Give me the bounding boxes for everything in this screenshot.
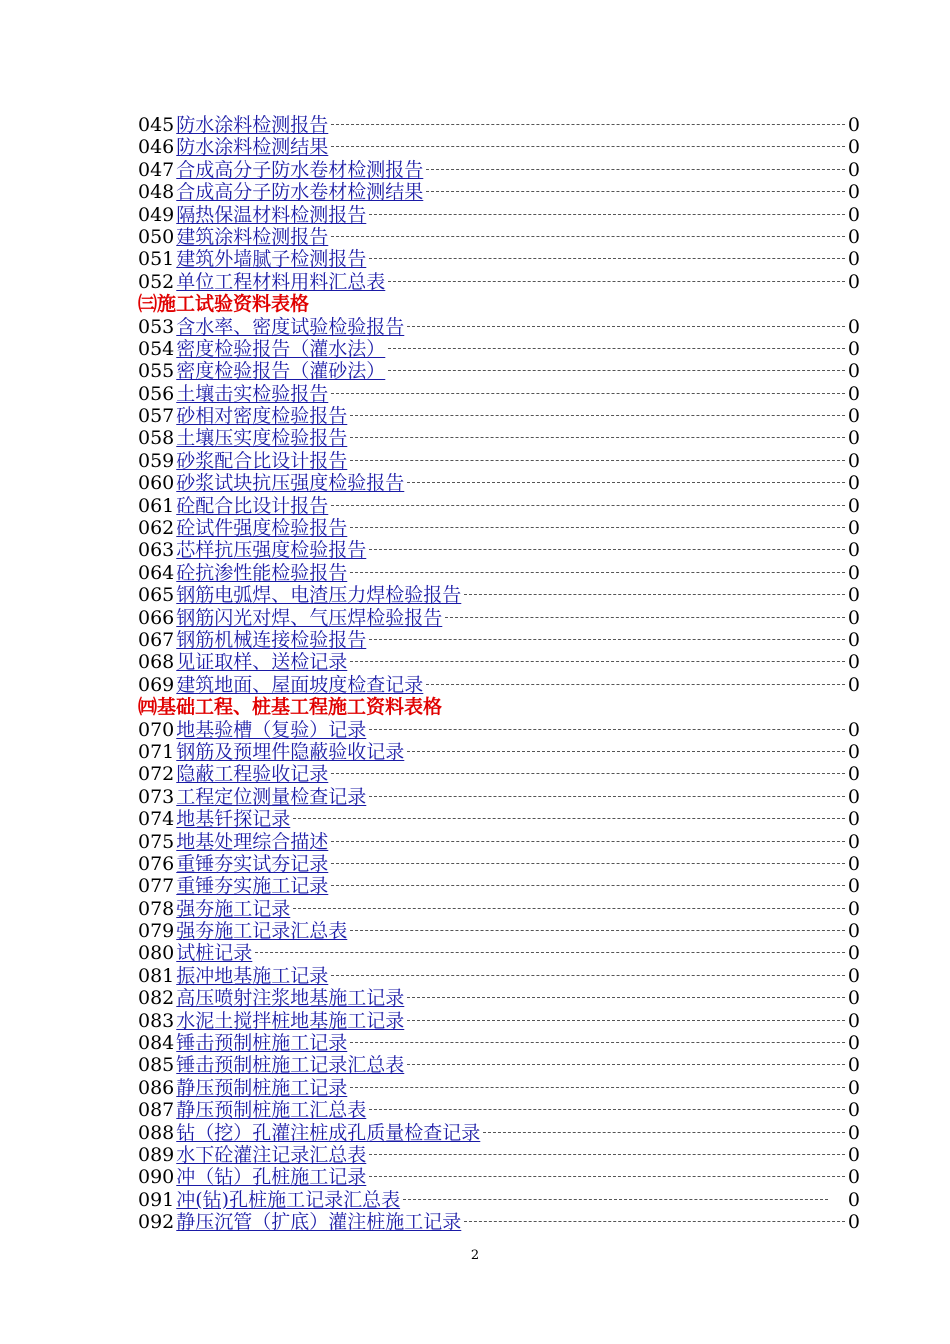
page-number: 2 — [470, 1248, 480, 1263]
toc-entry — [138, 1077, 860, 1099]
toc-entry — [138, 226, 860, 248]
toc-entry-link[interactable]: 冲(钻)孔桩施工记录汇总表 — [176, 1188, 401, 1211]
toc-entry-number: 075 — [138, 830, 175, 853]
toc-entry — [138, 987, 860, 1009]
toc-entry-link[interactable]: 重锤夯实施工记录 — [176, 875, 329, 898]
toc-entry-page: 0 — [847, 382, 860, 405]
toc-entry-number: 085 — [138, 1054, 175, 1077]
toc-entry-number: 056 — [138, 382, 175, 405]
toc-entry — [138, 719, 860, 741]
toc-entry-number: 049 — [138, 203, 175, 226]
dot-leader — [403, 1199, 828, 1200]
toc-entry-page: 0 — [847, 852, 860, 875]
dot-leader — [369, 258, 845, 259]
toc-entry-link[interactable]: 水泥土搅拌桩地基施工记录 — [176, 1009, 405, 1032]
toc-entry-page: 0 — [847, 987, 860, 1010]
toc-entry-link[interactable]: 含水率、密度试验检验报告 — [176, 315, 405, 338]
toc-entry-page: 0 — [847, 1188, 860, 1211]
dot-leader — [293, 908, 845, 909]
dot-leader — [255, 952, 845, 953]
toc-entry-page: 0 — [847, 225, 860, 248]
dot-leader — [407, 751, 845, 752]
toc-entry — [138, 1144, 860, 1166]
toc-entry — [138, 136, 860, 158]
toc-entry — [138, 1032, 860, 1054]
toc-entry — [138, 405, 860, 427]
toc-entry-link[interactable]: 地基钎探记录 — [176, 808, 291, 831]
toc-entry-page: 0 — [847, 830, 860, 853]
dot-leader — [331, 885, 845, 886]
toc-entry-number: 089 — [138, 1143, 175, 1166]
toc-entry-link[interactable]: 钢筋及预埋件隐蔽验收记录 — [176, 740, 405, 763]
section-heading: ㈢施工试验资料表格 — [138, 293, 310, 316]
toc-entry-link[interactable]: 建筑地面、屋面坡度检查记录 — [176, 673, 424, 696]
toc-entry — [138, 450, 860, 472]
toc-entry-page: 0 — [847, 517, 860, 540]
dot-leader — [407, 1020, 845, 1021]
dot-leader — [369, 729, 845, 730]
toc-entry-number: 086 — [138, 1076, 175, 1099]
toc-entry-number: 088 — [138, 1121, 175, 1144]
toc-entry-number: 063 — [138, 539, 175, 562]
toc-entry — [138, 831, 860, 853]
toc-entry-link[interactable]: 见证取样、送检记录 — [176, 651, 348, 674]
toc-entry-number: 079 — [138, 920, 175, 943]
toc-entry-number: 083 — [138, 1009, 175, 1032]
toc-entry-link[interactable]: 钻（挖）孔灌注桩成孔质量检查记录 — [176, 1121, 481, 1144]
toc-entry-page: 0 — [847, 539, 860, 562]
toc-entry-link[interactable]: 地基验槽（复验）记录 — [176, 718, 367, 741]
toc-entry — [138, 629, 860, 651]
table-of-contents — [138, 114, 860, 1234]
toc-entry-link[interactable]: 静压预制桩施工记录 — [176, 1076, 348, 1099]
toc-entry-number: 080 — [138, 942, 175, 965]
dot-leader — [426, 684, 845, 685]
dot-leader — [483, 1132, 845, 1133]
toc-entry — [138, 651, 860, 673]
dot-leader — [331, 863, 845, 864]
toc-entry — [138, 495, 860, 517]
toc-entry-number: 045 — [138, 114, 175, 136]
toc-entry — [138, 517, 860, 539]
toc-entry-number: 064 — [138, 561, 175, 584]
dot-leader — [407, 997, 845, 998]
dot-leader — [331, 975, 845, 976]
toc-entry-link[interactable]: 强夯施工记录汇总表 — [176, 920, 348, 943]
toc-entry-page: 0 — [847, 1211, 860, 1234]
toc-entry — [138, 204, 860, 226]
toc-entry — [138, 763, 860, 785]
dot-leader — [407, 482, 845, 483]
toc-entry-link[interactable]: 强夯施工记录 — [176, 897, 291, 920]
dot-leader — [293, 818, 845, 819]
toc-entry-link[interactable]: 密度检验报告（灌砂法） — [176, 360, 386, 383]
toc-entry-page: 0 — [847, 606, 860, 629]
toc-entry-number: 076 — [138, 852, 175, 875]
toc-entry-number: 084 — [138, 1032, 175, 1055]
toc-entry-link[interactable]: 钢筋电弧焊、电渣压力焊检验报告 — [176, 584, 462, 607]
toc-entry-page: 0 — [847, 337, 860, 360]
toc-entry — [138, 248, 860, 270]
dot-leader — [445, 617, 845, 618]
toc-entry-page: 0 — [847, 740, 860, 763]
toc-entry-number: 071 — [138, 740, 175, 763]
toc-entry-link[interactable]: 砼试件强度检验报告 — [176, 517, 348, 540]
toc-entry — [138, 607, 860, 629]
toc-entry-link[interactable]: 振冲地基施工记录 — [176, 964, 329, 987]
toc-entry-page: 0 — [847, 964, 860, 987]
toc-entry-number: 074 — [138, 808, 175, 831]
toc-entry-page: 0 — [847, 1009, 860, 1032]
toc-entry-page: 0 — [847, 203, 860, 226]
dot-leader — [350, 460, 845, 461]
toc-entry-link[interactable]: 防水涂料检测报告 — [176, 114, 329, 136]
toc-entry — [138, 562, 860, 584]
toc-entry — [138, 316, 860, 338]
toc-entry — [138, 360, 860, 382]
toc-entry — [138, 584, 860, 606]
toc-entry-page: 0 — [847, 136, 860, 159]
toc-entry-number: 087 — [138, 1099, 175, 1122]
toc-entry-number: 055 — [138, 360, 175, 383]
toc-entry-number: 091 — [138, 1188, 175, 1211]
toc-entry-number: 059 — [138, 449, 175, 472]
toc-entry — [138, 271, 860, 293]
toc-entry-page: 0 — [847, 114, 860, 136]
toc-entry-link[interactable]: 合成高分子防水卷材检测结果 — [176, 181, 424, 204]
toc-entry-link[interactable]: 隔热保温材料检测报告 — [176, 203, 367, 226]
toc-entry-number: 058 — [138, 427, 175, 450]
toc-entry-link[interactable]: 隐蔽工程验收记录 — [176, 763, 329, 786]
dot-leader — [331, 124, 845, 125]
toc-entry-link[interactable]: 水下砼灌注记录汇总表 — [176, 1143, 367, 1166]
toc-entry-page: 0 — [847, 360, 860, 383]
toc-entry-page: 0 — [847, 1099, 860, 1122]
toc-entry-link[interactable]: 土壤压实度检验报告 — [176, 427, 348, 450]
dot-leader — [426, 169, 845, 170]
dot-leader — [369, 796, 845, 797]
dot-leader — [350, 661, 845, 662]
toc-entry-number: 062 — [138, 517, 175, 540]
toc-entry — [138, 114, 860, 136]
toc-entry-page: 0 — [847, 785, 860, 808]
toc-entry-page: 0 — [847, 763, 860, 786]
dot-leader — [407, 1064, 845, 1065]
toc-entry-link[interactable]: 钢筋闪光对焊、气压焊检验报告 — [176, 606, 443, 629]
toc-entry-number: 060 — [138, 472, 175, 495]
toc-entry — [138, 1010, 860, 1032]
toc-entry — [138, 741, 860, 763]
toc-entry-link[interactable]: 冲（钻）孔桩施工记录 — [176, 1166, 367, 1189]
toc-entry-number: 061 — [138, 494, 175, 517]
toc-entry — [138, 1054, 860, 1076]
toc-entry-page: 0 — [847, 718, 860, 741]
toc-entry-page: 0 — [847, 449, 860, 472]
toc-entry-number: 077 — [138, 875, 175, 898]
toc-entry-number: 070 — [138, 718, 175, 741]
toc-entry-number: 066 — [138, 606, 175, 629]
toc-entry — [138, 383, 860, 405]
toc-entry-number: 048 — [138, 181, 175, 204]
dot-leader — [369, 1154, 845, 1155]
dot-leader — [350, 1087, 845, 1088]
toc-entry-link[interactable]: 防水涂料检测结果 — [176, 136, 329, 159]
toc-entry-link[interactable]: 锤击预制桩施工记录 — [176, 1032, 348, 1055]
dot-leader — [331, 841, 845, 842]
toc-entry-link[interactable]: 钢筋机械连接检验报告 — [176, 628, 367, 651]
dot-leader — [369, 639, 845, 640]
toc-entry-link[interactable]: 建筑外墙腻子检测报告 — [176, 248, 367, 271]
toc-entry-link[interactable]: 砂浆配合比设计报告 — [176, 449, 348, 472]
toc-entry-link[interactable]: 芯样抗压强度检验报告 — [176, 539, 367, 562]
toc-entry-number: 052 — [138, 270, 175, 293]
toc-entry-page: 0 — [847, 270, 860, 293]
toc-entry — [138, 427, 860, 449]
toc-entry — [138, 1189, 860, 1211]
toc-entry-page: 0 — [847, 1054, 860, 1077]
dot-leader — [350, 527, 845, 528]
toc-entry — [138, 1099, 860, 1121]
toc-entry — [138, 181, 860, 203]
dot-leader — [464, 594, 845, 595]
toc-entry — [138, 786, 860, 808]
toc-entry — [138, 898, 860, 920]
toc-entry-link[interactable]: 砂浆试块抗压强度检验报告 — [176, 472, 405, 495]
toc-entry-link[interactable]: 静压沉管（扩底）灌注桩施工记录 — [176, 1211, 462, 1234]
toc-entry-link[interactable]: 土壤击实检验报告 — [176, 382, 329, 405]
dot-leader — [350, 437, 845, 438]
section-heading: ㈣基础工程、桩基工程施工资料表格 — [138, 696, 443, 719]
toc-entry-number: 054 — [138, 337, 175, 360]
toc-entry-page: 0 — [847, 897, 860, 920]
dot-leader — [331, 773, 845, 774]
toc-entry-page: 0 — [847, 158, 860, 181]
toc-entry — [138, 338, 860, 360]
toc-entry-page: 0 — [847, 1166, 860, 1189]
dot-leader — [369, 1176, 845, 1177]
toc-entry-link[interactable]: 地基处理综合描述 — [176, 830, 329, 853]
dot-leader — [331, 393, 845, 394]
toc-entry-link[interactable]: 砂相对密度检验报告 — [176, 405, 348, 428]
dot-leader — [331, 236, 845, 237]
toc-entry — [138, 1211, 860, 1233]
toc-entry — [138, 808, 860, 830]
toc-entry-page: 0 — [847, 875, 860, 898]
dot-leader — [331, 146, 845, 147]
toc-entry-link[interactable]: 锤击预制桩施工记录汇总表 — [176, 1054, 405, 1077]
toc-entry-page: 0 — [847, 628, 860, 651]
toc-entry-page: 0 — [847, 1032, 860, 1055]
toc-entry-page: 0 — [847, 1076, 860, 1099]
toc-entry-page: 0 — [847, 181, 860, 204]
toc-entry — [138, 539, 860, 561]
dot-leader — [369, 549, 845, 550]
toc-entry-number: 067 — [138, 628, 175, 651]
toc-entry-page: 0 — [847, 808, 860, 831]
dot-leader — [350, 930, 845, 931]
toc-entry-link[interactable]: 重锤夯实试夯记录 — [176, 852, 329, 875]
dot-leader — [350, 415, 845, 416]
toc-entry-number: 072 — [138, 763, 175, 786]
toc-entry-number: 082 — [138, 987, 175, 1010]
toc-entry — [138, 472, 860, 494]
dot-leader — [331, 505, 845, 506]
toc-entry-page: 0 — [847, 405, 860, 428]
dot-leader — [350, 1042, 845, 1043]
toc-entry — [138, 965, 860, 987]
toc-entry-page: 0 — [847, 248, 860, 271]
toc-entry — [138, 875, 860, 897]
toc-entry-number: 068 — [138, 651, 175, 674]
toc-entry-link[interactable]: 砼抗渗性能检验报告 — [176, 561, 348, 584]
toc-entry-number: 081 — [138, 964, 175, 987]
toc-entry-link[interactable]: 砼配合比设计报告 — [176, 494, 329, 517]
toc-entry-page: 0 — [847, 920, 860, 943]
toc-entry-link[interactable]: 工程定位测量检查记录 — [176, 785, 367, 808]
toc-entry — [138, 942, 860, 964]
toc-entry-page: 0 — [847, 315, 860, 338]
toc-entry-number: 057 — [138, 405, 175, 428]
toc-entry — [138, 920, 860, 942]
toc-entry-page: 0 — [847, 942, 860, 965]
toc-entry-page: 0 — [847, 673, 860, 696]
toc-entry-page: 0 — [847, 1121, 860, 1144]
toc-entry-number: 092 — [138, 1211, 175, 1234]
dot-leader — [388, 348, 845, 349]
dot-leader — [407, 326, 845, 327]
toc-entry-page: 0 — [847, 494, 860, 517]
dot-leader — [369, 1109, 845, 1110]
toc-entry-number: 069 — [138, 673, 175, 696]
toc-entry — [138, 1166, 860, 1188]
toc-entry-number: 078 — [138, 897, 175, 920]
toc-entry-number: 090 — [138, 1166, 175, 1189]
toc-entry-number: 053 — [138, 315, 175, 338]
dot-leader — [464, 1221, 845, 1222]
dot-leader — [369, 214, 845, 215]
dot-leader — [388, 281, 845, 282]
toc-entry-number: 073 — [138, 785, 175, 808]
toc-entry-link[interactable]: 高压喷射注浆地基施工记录 — [176, 987, 405, 1010]
toc-entry-page: 0 — [847, 1143, 860, 1166]
toc-entry-link[interactable]: 试桩记录 — [176, 942, 253, 965]
toc-entry — [138, 674, 860, 696]
toc-entry-page: 0 — [847, 427, 860, 450]
toc-entry-number: 047 — [138, 158, 175, 181]
toc-entry — [138, 1122, 860, 1144]
dot-leader — [350, 572, 845, 573]
toc-entry — [138, 159, 860, 181]
toc-entry-number: 051 — [138, 248, 175, 271]
toc-entry-page: 0 — [847, 584, 860, 607]
toc-entry-link[interactable]: 建筑涂料检测报告 — [176, 225, 329, 248]
toc-entry-link[interactable]: 合成高分子防水卷材检测报告 — [176, 158, 424, 181]
toc-entry-link[interactable]: 密度检验报告（灌水法） — [176, 337, 386, 360]
toc-entry-number: 065 — [138, 584, 175, 607]
toc-entry-number: 046 — [138, 136, 175, 159]
dot-leader — [426, 191, 845, 192]
toc-entry-page: 0 — [847, 472, 860, 495]
toc-entry-link[interactable]: 静压预制桩施工汇总表 — [176, 1099, 367, 1122]
toc-entry-page: 0 — [847, 561, 860, 584]
toc-entry-number: 050 — [138, 225, 175, 248]
toc-entry — [138, 853, 860, 875]
toc-entry-page: 0 — [847, 651, 860, 674]
toc-entry-link[interactable]: 单位工程材料用料汇总表 — [176, 270, 386, 293]
dot-leader — [388, 370, 845, 371]
